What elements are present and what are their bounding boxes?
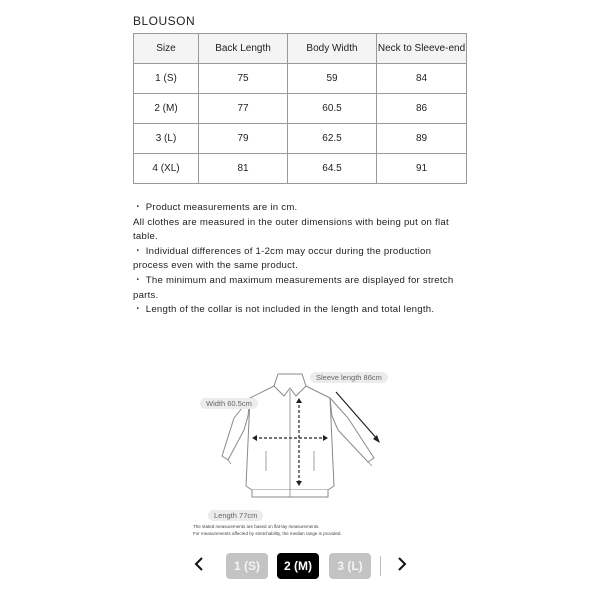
table-cell: 89 [377,124,467,154]
measurement-notes [133,201,463,318]
table-cell: 86 [377,94,467,124]
table-cell: 3 (L) [134,124,199,154]
size-chip-2-selected[interactable]: 2 (M) [277,553,319,579]
pager-divider [380,556,381,576]
chevron-right-icon [396,556,408,572]
table-cell: 79 [199,124,288,154]
size-pager [190,552,415,580]
fine-print: The stated measurements are based on flat-lay measurements. [193,524,320,529]
note-item: All clothes are measured in the outer dimensions with being put on flat table. [133,216,449,243]
header-body-width: Body Width [288,34,377,64]
fine-print: For measurements affected by stretchability, the median range is provided. [193,531,342,536]
note-item: ・ Length of the collar is not included in the length and total length. [133,304,435,316]
table-cell: 4 (XL) [134,154,199,184]
table-cell: 62.5 [288,124,377,154]
header-size: Size [134,34,199,64]
table-cell: 2 (M) [134,94,199,124]
garment-diagram [188,356,408,546]
table-cell: 75 [199,64,288,94]
size-table [133,33,467,184]
table-header-row [134,34,467,64]
table-row [134,124,467,154]
table-cell: 64.5 [288,154,377,184]
width-label: Width 60.5cm [200,398,258,409]
table-cell: 59 [288,64,377,94]
note-item: ・ The minimum and maximum measurements are displayed for stretch parts. [133,274,454,301]
sleeve-length-label: Sleeve length 86cm [310,372,388,383]
table-row [134,64,467,94]
table-cell: 91 [377,154,467,184]
size-chip-3[interactable]: 3 (L) [329,553,371,579]
table-cell: 60.5 [288,94,377,124]
table-row [134,154,467,184]
size-chip-1[interactable]: 1 (S) [226,553,268,579]
table-row [134,94,467,124]
length-label: Length 77cm [208,510,263,521]
chevron-left-icon[interactable] [190,555,208,577]
note-item: ・ Individual differences of 1-2cm may occur during the production process even with the same product. [133,245,432,272]
chart-title: BLOUSON [133,14,196,28]
header-neck-to-sleeve: Neck to Sleeve-end [377,34,467,64]
chevron-right-icon[interactable] [393,555,411,577]
table-cell: 77 [199,94,288,124]
table-cell: 1 (S) [134,64,199,94]
note-item: ・ Product measurements are in cm. [133,202,298,213]
table-cell: 81 [199,154,288,184]
header-back-length: Back Length [199,34,288,64]
chevron-left-icon [193,556,205,572]
table-cell: 84 [377,64,467,94]
